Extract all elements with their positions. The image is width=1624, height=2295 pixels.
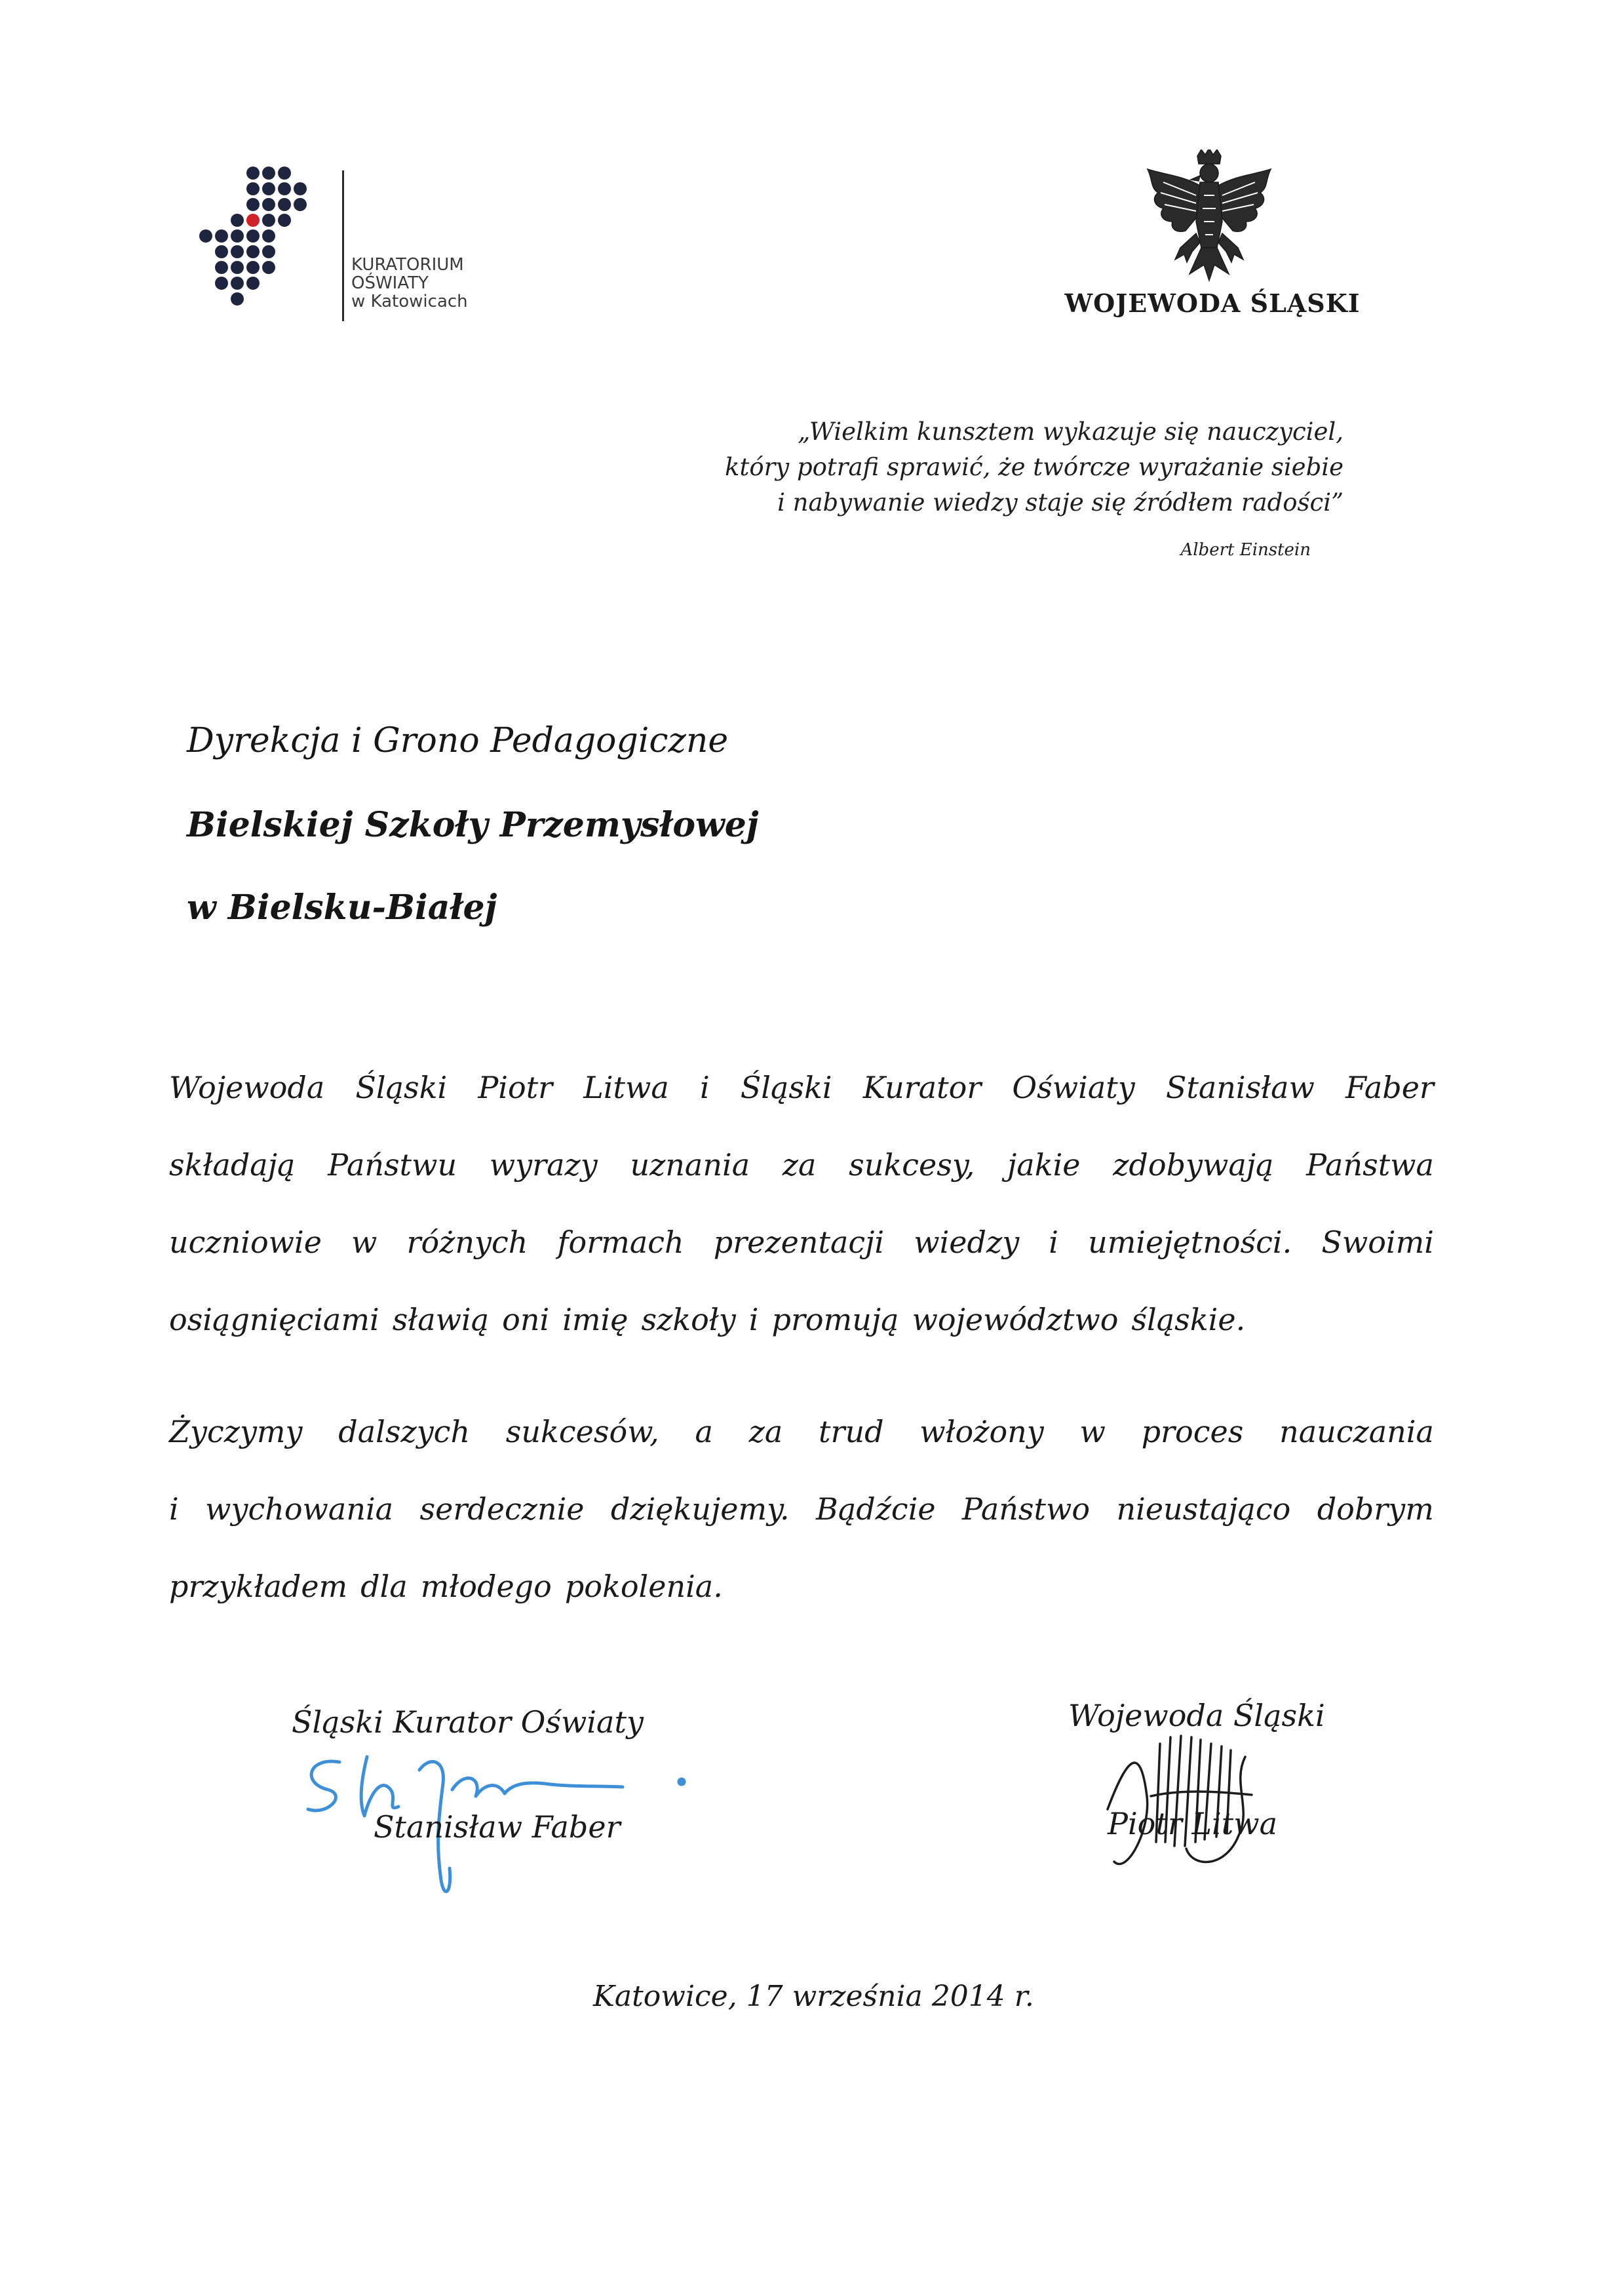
logo-dot <box>246 198 260 211</box>
word: Swoimi <box>1321 1225 1434 1260</box>
word: Wojewoda <box>169 1070 325 1105</box>
kuratorium-line-2: OŚWIATY <box>351 273 429 293</box>
word: Państwa <box>1306 1147 1434 1183</box>
logo-dot <box>246 167 260 180</box>
text-line <box>169 1548 1434 1625</box>
signature-right-scribble <box>1088 1717 1311 1888</box>
logo-dot <box>262 182 275 195</box>
logo-dot <box>246 214 260 227</box>
word: trud <box>819 1414 884 1449</box>
word: osiągnięciami <box>169 1302 379 1337</box>
word: włożony <box>919 1414 1044 1449</box>
kuratorium-line-1: KURATORIUM <box>351 255 464 275</box>
logo-dot <box>262 214 275 227</box>
logo-dot <box>231 245 244 258</box>
word: jakie <box>1007 1147 1081 1183</box>
quote-line-3: i nabywanie wiedzy staje się źródłem radości” <box>777 488 1344 517</box>
logo-dot <box>294 182 307 195</box>
word: w <box>351 1225 377 1260</box>
logo-dot <box>262 167 275 180</box>
signatory-right-title: Wojewoda Śląski <box>1068 1698 1325 1733</box>
logo-dot <box>262 198 275 211</box>
word: młodego <box>420 1569 552 1604</box>
quote-line-1: „Wielkim kunsztem wykazuje się nauczyciel, <box>798 418 1344 446</box>
logo-divider <box>342 170 344 321</box>
word: sukcesy, <box>849 1147 975 1183</box>
logo-dot <box>246 182 260 195</box>
logo-dot <box>215 261 228 274</box>
word: za <box>782 1147 817 1183</box>
dot-grid-icon <box>197 164 334 328</box>
word: dla <box>360 1569 408 1604</box>
word: sławią <box>392 1302 490 1337</box>
logo-dot <box>215 229 228 243</box>
logo-dot <box>246 245 260 258</box>
logo-dot <box>231 229 244 243</box>
addressee-line-3: w Bielsku-Białej <box>187 888 497 928</box>
word: śląskie. <box>1131 1302 1246 1337</box>
date-line: Katowice, 17 września 2014 r. <box>593 1980 1034 2013</box>
signatory-left-name: Stanisław Faber <box>374 1809 621 1845</box>
word: prezentacji <box>713 1225 885 1260</box>
logo-dot <box>246 261 260 274</box>
logo-dot <box>231 214 244 227</box>
word: formach <box>557 1225 684 1260</box>
word: szkoły <box>641 1302 736 1337</box>
word: uczniowie <box>169 1225 322 1260</box>
word: Śląski <box>355 1070 448 1105</box>
text-line <box>169 1126 1434 1204</box>
word: Bądźcie <box>816 1491 936 1527</box>
logo-dot <box>278 214 291 227</box>
word: oni <box>502 1302 550 1337</box>
word: województwo <box>912 1302 1119 1337</box>
quote-block <box>688 414 1344 520</box>
word: uznania <box>630 1147 750 1183</box>
word: Stanisław <box>1165 1070 1315 1105</box>
quote-author: Albert Einstein <box>1180 540 1311 560</box>
logo-dot <box>246 229 260 243</box>
addressee-line-2: Bielskiej Szkoły Przemysłowej <box>187 805 759 845</box>
body-paragraph-2 <box>169 1393 1434 1625</box>
word: Piotr <box>478 1070 553 1105</box>
word: imię <box>562 1302 628 1337</box>
word: Litwa <box>583 1070 669 1105</box>
word: sukcesów, <box>505 1414 659 1449</box>
word: dziękujemy. <box>610 1491 790 1527</box>
word: wychowania <box>205 1491 394 1527</box>
text-line <box>169 1049 1434 1126</box>
word: i <box>169 1491 179 1527</box>
word: w <box>1079 1414 1106 1449</box>
logo-dot <box>215 245 228 258</box>
logo-dot <box>294 198 307 211</box>
quote-line-2: który potrafi sprawić, że twórcze wyrażanie siebie <box>725 453 1344 481</box>
word: wiedzy <box>914 1225 1020 1260</box>
polish-eagle-icon <box>1144 149 1275 287</box>
word: Kurator <box>862 1070 982 1105</box>
word: i <box>748 1302 759 1337</box>
word: umiejętności. <box>1088 1225 1292 1260</box>
logo-dot <box>278 182 291 195</box>
word: Państwo <box>962 1491 1091 1527</box>
logo-dot <box>215 277 228 290</box>
word: wyrazy <box>489 1147 598 1183</box>
kuratorium-logo <box>197 164 537 328</box>
logo-dot <box>278 198 291 211</box>
word: przykładem <box>169 1569 348 1604</box>
word: dalszych <box>338 1414 471 1449</box>
word: za <box>748 1414 783 1449</box>
word: i <box>699 1070 710 1105</box>
logo-dot <box>262 261 275 274</box>
logo-dot <box>231 277 244 290</box>
word: Życzymy <box>169 1414 303 1449</box>
signatory-left-title: Śląski Kurator Oświaty <box>292 1704 644 1740</box>
word: Państwu <box>328 1147 457 1183</box>
text-line <box>169 1204 1434 1281</box>
logo-dot <box>278 167 291 180</box>
text-line <box>169 1281 1434 1358</box>
word: proces <box>1141 1414 1244 1449</box>
word: nauczania <box>1279 1414 1434 1449</box>
signatory-right-name: Piotr Litwa <box>1108 1806 1277 1841</box>
text-line <box>169 1470 1434 1548</box>
kuratorium-line-3: w Katowicach <box>351 292 468 311</box>
word: Śląski <box>740 1070 832 1105</box>
logo-dot <box>246 277 260 290</box>
word: a <box>695 1414 713 1449</box>
word: i <box>1049 1225 1058 1260</box>
logo-dot <box>262 229 275 243</box>
addressee-line-1: Dyrekcja i Grono Pedagogiczne <box>187 721 729 760</box>
word: pokolenia. <box>564 1569 723 1604</box>
word: różnych <box>406 1225 528 1260</box>
word: Oświaty <box>1012 1070 1135 1105</box>
kuratorium-name <box>351 256 468 311</box>
word: nieustająco <box>1116 1491 1291 1527</box>
logo-dot <box>231 292 244 305</box>
word: promują <box>771 1302 899 1337</box>
word: serdecznie <box>419 1491 585 1527</box>
wojewoda-title: WOJEWODA ŚLĄSKI <box>1064 288 1361 318</box>
word: zdobywają <box>1113 1147 1274 1183</box>
body-paragraph-1 <box>169 1049 1434 1358</box>
text-line <box>169 1393 1434 1470</box>
logo-dot <box>231 261 244 274</box>
logo-dot <box>262 245 275 258</box>
word: składają <box>169 1147 296 1183</box>
word: dobrym <box>1317 1491 1434 1527</box>
logo-dot <box>199 229 212 243</box>
word: Faber <box>1345 1070 1434 1105</box>
